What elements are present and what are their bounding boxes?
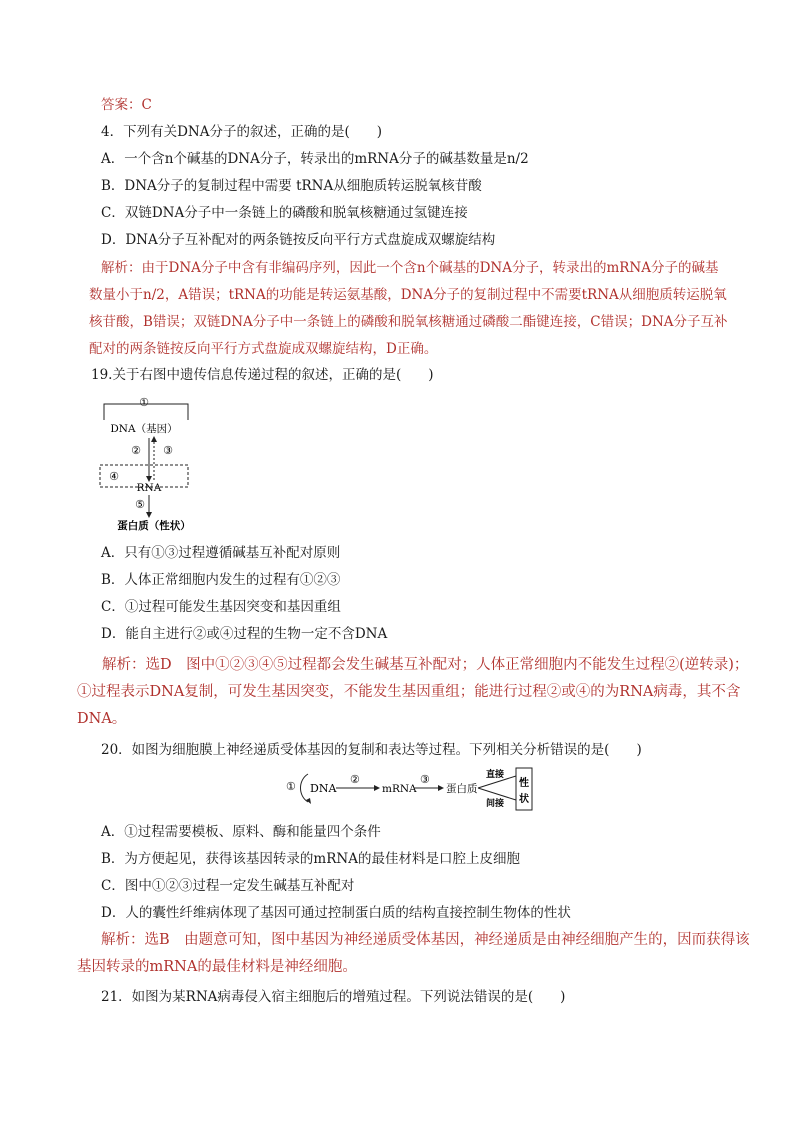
q20-option-a: A．①过程需要模板、原料、酶和能量四个条件 [101,824,381,840]
q4-explanation-line: 核苷酸，B错误；双链DNA分子中一条链上的磷酸和脱氧核糖通过磷酸二酯键连接，C错误；DNA分子互补 [89,314,728,330]
q20-dna-label: DNA [310,782,337,795]
q19-explanation-line: DNA。 [77,711,127,727]
q19-label-3: ③ [163,444,173,457]
q20-gene-expression-diagram [280,764,540,818]
q20-trait-label-2: 状 [519,794,529,805]
q19-option-c: C．①过程可能发生基因突变和基因重组 [101,599,341,615]
q4-option-c: C．双链DNA分子中一条链上的磷酸和脱氧核糖通过氢键连接 [101,205,468,221]
q4-explanation [89,255,728,363]
q20-protein-label: 蛋白质 [446,783,478,795]
q19-label-2: ② [131,444,141,457]
q20-option-b: B．为方便起见，获得该基因转录的mRNA的最佳材料是口腔上皮细胞 [101,851,520,867]
q19-information-flow-diagram [92,392,202,537]
q20-option-c: C．图中①②③过程一定发生碱基互补配对 [101,878,355,894]
q20-direct-label: 直接 [486,770,505,780]
q4-explanation-line: 解析：由于DNA分子中含有非编码序列，因此一个含n个碱基的DNA分子，转录出的mRNA分子的碱基 [101,260,719,276]
q4-explanation-line: 数量小于n/2，A错误；tRNA的功能是转运氨基酸，DNA分子的复制过程中不需要tRNA从细胞质转运脱氧 [89,287,727,303]
q19-label-4: ④ [109,470,119,483]
q20-label-3: ③ [420,773,430,786]
q19-stem: 19.关于右图中遗传信息传递过程的叙述，正确的是( ) [91,367,434,383]
q20-mrna-label: mRNA [382,783,417,795]
q19-protein-label: 蛋白质（性状） [117,520,191,532]
q4-option-a: A．一个含n个碱基的DNA分子，转录出的mRNA分子的碱基数量是n/2 [101,151,529,167]
q20-stem: 20．如图为细胞膜上神经递质受体基因的复制和表达等过程。下列相关分析错误的是( ) [101,742,642,758]
previous-answer: 答案：C [101,97,152,113]
q20-explanation [77,927,750,981]
q20-label-2: ② [350,773,360,786]
q4-explanation-line: 配对的两条链按反向平行方式盘旋成双螺旋结构，D正确。 [89,341,438,357]
q19-option-d: D．能自主进行②或④过程的生物一定不含DNA [101,626,388,642]
q19-explanation-line: 解析：选D 图中①②③④⑤过程都会发生碱基互补配对；人体正常细胞内不能发生过程②(逆转录)； [102,657,749,673]
q19-label-1: ① [139,396,149,409]
q20-indirect-label: 间接 [486,799,505,809]
q19-label-5: ⑤ [135,498,145,511]
q19-dna-label: DNA（基因） [110,423,178,435]
q20-trait-label-1: 性 [519,778,529,789]
q19-option-a: A．只有①③过程遵循碱基互补配对原则 [101,545,341,561]
q4-option-b: B．DNA分子的复制过程中需要 tRNA从细胞质转运脱氧核苷酸 [101,178,482,194]
q19-explanation [77,652,748,733]
q20-explanation-line: 解析：选B 由题意可知，图中基因为神经递质受体基因，神经递质是由神经细胞产生的，因而获得该 [101,932,750,948]
q19-option-b: B．人体正常细胞内发生的过程有①②③ [101,572,341,588]
q4-stem: 4．下列有关DNA分子的叙述，正确的是( ) [101,124,383,140]
q20-label-1: ① [286,780,296,793]
q4-option-d: D．DNA分子互补配对的两条链按反向平行方式盘旋成双螺旋结构 [101,232,496,248]
q19-rna-label: RNA [136,482,162,494]
q20-option-d: D．人的囊性纤维病体现了基因可通过控制蛋白质的结构直接控制生物体的性状 [101,905,571,921]
q21-stem: 21．如图为某RNA病毒侵入宿主细胞后的增殖过程。下列说法错误的是( ) [101,989,566,1005]
q20-explanation-line: 基因转录的mRNA的最佳材料是神经细胞。 [77,959,357,975]
q19-explanation-line: ①过程表示DNA复制，可发生基因突变，不能发生基因重组；能进行过程②或④的为RNA病毒，其不含 [77,684,741,700]
